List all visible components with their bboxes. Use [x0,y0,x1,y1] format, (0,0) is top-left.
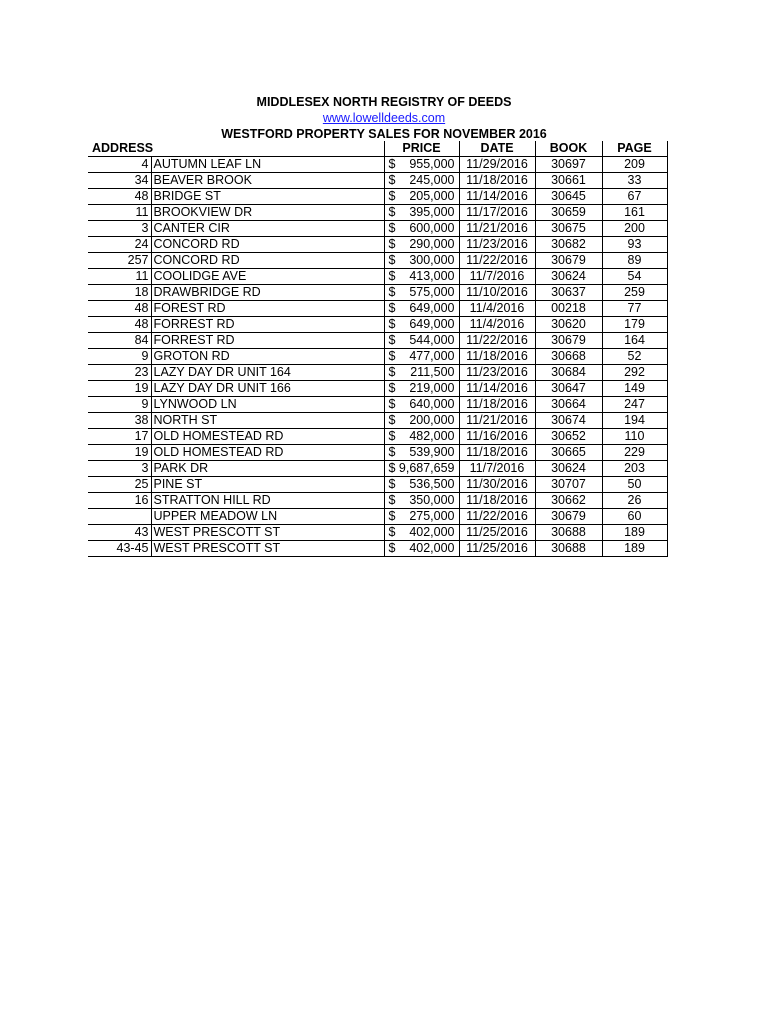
street-name-cell: PARK DR [151,461,384,477]
address-number-cell: 25 [88,477,151,493]
price-cell: 9,687,659 [398,461,459,477]
address-number-cell: 23 [88,365,151,381]
date-cell: 11/18/2016 [459,445,535,461]
currency-symbol-cell: $ [384,317,398,333]
page-cell: 50 [602,477,667,493]
street-name-cell: FORREST RD [151,333,384,349]
street-name-cell: OLD HOMESTEAD RD [151,429,384,445]
address-number-cell: 34 [88,173,151,189]
book-cell: 30707 [535,477,602,493]
address-number-cell: 11 [88,205,151,221]
price-cell: 275,000 [398,509,459,525]
price-cell: 477,000 [398,349,459,365]
table-row [88,173,667,189]
page-cell: 200 [602,221,667,237]
currency-symbol-cell: $ [384,493,398,509]
currency-symbol-cell: $ [384,445,398,461]
street-name-cell: BRIDGE ST [151,189,384,205]
table-row [88,317,667,333]
book-cell: 30684 [535,365,602,381]
currency-symbol-cell: $ [384,461,398,477]
date-cell: 11/18/2016 [459,397,535,413]
currency-symbol-cell: $ [384,205,398,221]
date-cell: 11/25/2016 [459,541,535,557]
street-name-cell: COOLIDGE AVE [151,269,384,285]
currency-symbol-cell: $ [384,413,398,429]
page-cell: 247 [602,397,667,413]
currency-symbol-cell: $ [384,397,398,413]
street-name-cell: CONCORD RD [151,237,384,253]
table-row [88,461,667,477]
book-cell: 30659 [535,205,602,221]
address-number-cell: 17 [88,429,151,445]
table-row [88,269,667,285]
currency-symbol-cell: $ [384,237,398,253]
address-number-cell: 18 [88,285,151,301]
book-cell: 30679 [535,509,602,525]
book-cell: 00218 [535,301,602,317]
book-cell: 30679 [535,253,602,269]
street-name-cell: DRAWBRIDGE RD [151,285,384,301]
address-number-cell: 43-45 [88,541,151,557]
street-name-cell: UPPER MEADOW LN [151,509,384,525]
book-cell: 30674 [535,413,602,429]
table-row [88,189,667,205]
currency-symbol-cell: $ [384,221,398,237]
date-cell: 11/21/2016 [459,221,535,237]
street-name-cell: CONCORD RD [151,253,384,269]
table-row [88,205,667,221]
currency-symbol-cell: $ [384,541,398,557]
price-cell: 219,000 [398,381,459,397]
price-cell: 413,000 [398,269,459,285]
date-cell: 11/7/2016 [459,269,535,285]
date-cell: 11/18/2016 [459,349,535,365]
sales-table [88,141,668,557]
currency-symbol-cell: $ [384,173,398,189]
date-cell: 11/14/2016 [459,189,535,205]
address-number-cell: 19 [88,381,151,397]
book-cell: 30637 [535,285,602,301]
column-header-price: PRICE [384,141,459,157]
currency-symbol-cell: $ [384,333,398,349]
page-cell: 26 [602,493,667,509]
table-row [88,477,667,493]
date-cell: 11/23/2016 [459,365,535,381]
address-number-cell: 24 [88,237,151,253]
currency-symbol-cell: $ [384,525,398,541]
book-cell: 30645 [535,189,602,205]
date-cell: 11/4/2016 [459,317,535,333]
table-row [88,509,667,525]
book-cell: 30688 [535,541,602,557]
book-cell: 30664 [535,397,602,413]
price-cell: 536,500 [398,477,459,493]
page-cell: 67 [602,189,667,205]
street-name-cell: GROTON RD [151,349,384,365]
price-cell: 395,000 [398,205,459,221]
currency-symbol-cell: $ [384,509,398,525]
currency-symbol-cell: $ [384,381,398,397]
date-cell: 11/14/2016 [459,381,535,397]
page-cell: 189 [602,525,667,541]
table-row [88,221,667,237]
date-cell: 11/22/2016 [459,253,535,269]
currency-symbol-cell: $ [384,189,398,205]
date-cell: 11/18/2016 [459,173,535,189]
date-cell: 11/18/2016 [459,493,535,509]
page-cell: 203 [602,461,667,477]
date-cell: 11/10/2016 [459,285,535,301]
date-cell: 11/25/2016 [459,525,535,541]
date-cell: 11/29/2016 [459,157,535,173]
website-link[interactable]: www.lowelldeeds.com [322,111,446,125]
table-row [88,541,667,557]
table-row [88,333,667,349]
table-row [88,397,667,413]
price-cell: 649,000 [398,317,459,333]
street-name-cell: WEST PRESCOTT ST [151,541,384,557]
address-number-cell: 43 [88,525,151,541]
price-cell: 544,000 [398,333,459,349]
book-cell: 30624 [535,269,602,285]
currency-symbol-cell: $ [384,301,398,317]
street-name-cell: NORTH ST [151,413,384,429]
address-number-cell: 3 [88,461,151,477]
address-number-cell: 257 [88,253,151,269]
table-row [88,301,667,317]
price-cell: 350,000 [398,493,459,509]
currency-symbol-cell: $ [384,157,398,173]
table-header-row [88,141,667,157]
date-cell: 11/22/2016 [459,509,535,525]
street-name-cell: LAZY DAY DR UNIT 166 [151,381,384,397]
book-cell: 30652 [535,429,602,445]
table-row [88,493,667,509]
book-cell: 30682 [535,237,602,253]
book-cell: 30624 [535,461,602,477]
table-row [88,253,667,269]
book-cell: 30665 [535,445,602,461]
table-row [88,349,667,365]
price-cell: 575,000 [398,285,459,301]
currency-symbol-cell: $ [384,253,398,269]
page-cell: 93 [602,237,667,253]
page-cell: 194 [602,413,667,429]
address-number-cell: 4 [88,157,151,173]
price-cell: 402,000 [398,541,459,557]
page-cell: 54 [602,269,667,285]
table-row [88,525,667,541]
page-cell: 60 [602,509,667,525]
currency-symbol-cell: $ [384,365,398,381]
street-name-cell: BEAVER BROOK [151,173,384,189]
street-name-cell: FORREST RD [151,317,384,333]
address-number-cell: 19 [88,445,151,461]
date-cell: 11/30/2016 [459,477,535,493]
street-name-cell: STRATTON HILL RD [151,493,384,509]
page-cell: 77 [602,301,667,317]
price-cell: 290,000 [398,237,459,253]
column-header-date: DATE [459,141,535,157]
price-cell: 649,000 [398,301,459,317]
table-row [88,413,667,429]
page-cell: 110 [602,429,667,445]
currency-symbol-cell: $ [384,285,398,301]
street-name-cell: LYNWOOD LN [151,397,384,413]
table-row [88,365,667,381]
street-name-cell: AUTUMN LEAF LN [151,157,384,173]
price-cell: 955,000 [398,157,459,173]
date-cell: 11/23/2016 [459,237,535,253]
column-header-book: BOOK [535,141,602,157]
page-subtitle: WESTFORD PROPERTY SALES FOR NOVEMBER 2016 [221,127,547,141]
price-cell: 539,900 [398,445,459,461]
page-cell: 259 [602,285,667,301]
table-row [88,157,667,173]
page-title: MIDDLESEX NORTH REGISTRY OF DEEDS [256,95,512,109]
price-cell: 211,500 [398,365,459,381]
price-cell: 245,000 [398,173,459,189]
book-cell: 30679 [535,333,602,349]
price-cell: 402,000 [398,525,459,541]
street-name-cell: OLD HOMESTEAD RD [151,445,384,461]
address-number-cell: 9 [88,349,151,365]
price-cell: 300,000 [398,253,459,269]
street-name-cell: LAZY DAY DR UNIT 164 [151,365,384,381]
date-cell: 11/17/2016 [459,205,535,221]
address-number-cell: 38 [88,413,151,429]
column-header-address: ADDRESS [88,141,384,157]
date-cell: 11/21/2016 [459,413,535,429]
book-cell: 30647 [535,381,602,397]
book-cell: 30662 [535,493,602,509]
book-cell: 30688 [535,525,602,541]
price-cell: 200,000 [398,413,459,429]
page-cell: 161 [602,205,667,221]
table-row [88,381,667,397]
address-number-cell [88,509,151,525]
date-cell: 11/16/2016 [459,429,535,445]
address-number-cell: 48 [88,189,151,205]
price-cell: 600,000 [398,221,459,237]
address-number-cell: 11 [88,269,151,285]
price-cell: 205,000 [398,189,459,205]
page-cell: 229 [602,445,667,461]
book-cell: 30668 [535,349,602,365]
address-number-cell: 9 [88,397,151,413]
currency-symbol-cell: $ [384,349,398,365]
table-row [88,237,667,253]
currency-symbol-cell: $ [384,269,398,285]
date-cell: 11/22/2016 [459,333,535,349]
date-cell: 11/7/2016 [459,461,535,477]
page-cell: 164 [602,333,667,349]
book-cell: 30697 [535,157,602,173]
book-cell: 30661 [535,173,602,189]
page-cell: 292 [602,365,667,381]
address-number-cell: 3 [88,221,151,237]
book-cell: 30675 [535,221,602,237]
page-cell: 209 [602,157,667,173]
street-name-cell: BROOKVIEW DR [151,205,384,221]
currency-symbol-cell: $ [384,477,398,493]
book-cell: 30620 [535,317,602,333]
street-name-cell: FOREST RD [151,301,384,317]
table-row [88,285,667,301]
address-number-cell: 48 [88,317,151,333]
street-name-cell: CANTER CIR [151,221,384,237]
page-cell: 189 [602,541,667,557]
street-name-cell: PINE ST [151,477,384,493]
table-row [88,445,667,461]
address-number-cell: 48 [88,301,151,317]
page-cell: 179 [602,317,667,333]
column-header-page: PAGE [602,141,667,157]
price-cell: 482,000 [398,429,459,445]
page-cell: 89 [602,253,667,269]
street-name-cell: WEST PRESCOTT ST [151,525,384,541]
table-row [88,429,667,445]
page-cell: 149 [602,381,667,397]
address-number-cell: 84 [88,333,151,349]
currency-symbol-cell: $ [384,429,398,445]
date-cell: 11/4/2016 [459,301,535,317]
address-number-cell: 16 [88,493,151,509]
page-cell: 52 [602,349,667,365]
page-cell: 33 [602,173,667,189]
price-cell: 640,000 [398,397,459,413]
